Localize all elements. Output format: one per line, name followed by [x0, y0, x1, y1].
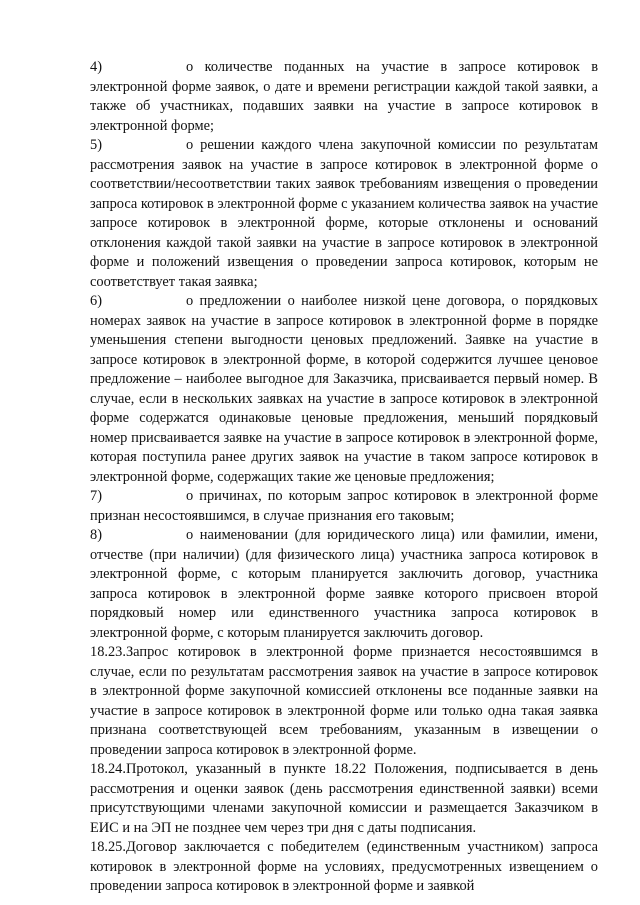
item-number: 4) — [90, 59, 102, 75]
list-item — [90, 526, 598, 643]
item-number: 8) — [90, 527, 102, 543]
item-number: 7) — [90, 488, 102, 504]
item-text: о предложении о наиболее низкой цене договора, о порядковых номерах заявок на участие в запросе котировок в электронной форме в порядке уменьшения степени выгодности ценовых предложений. Заявке на участие в запросе котировок в электронной форме, в которой содержится лучшее ценовое предложение – наиболее выгодное для Заказчика, присваивается первый номер. В случае, если в нескольких заявках на участие в запросе котировок в электронной форме содержатся одинаковые ценовые предложения, меньший порядковый номер присваивается заявке на участие в запросе котировок в электронной форме, которая поступила ранее других заявок на участие в таком запросе котировок в электронной форме, содержащих такие же ценовые предложения; — [90, 293, 598, 485]
item-text: о наименовании (для юридического лица) или фамилии, имени, отчестве (при наличии) (для физического лица) участника запроса котировок в электронной форме, с которым планируется заключить договор, участника запроса котировок в электронной форме заявке которого присвоен второй порядковый номер или единственного участника запроса котировок в электронной форме, с которым планируется заключить договор. — [90, 527, 598, 641]
item-number: 6) — [90, 293, 102, 309]
item-text: о решении каждого члена закупочной комиссии по результатам рассмотрения заявок на участие в запросе котировок в электронной форме о соответствии/несоответствии таких заявок требованиям извещения о проведении запроса котировок в электронной форме с указанием количества заявок на участие запросе котировок в электронной форме, которые отклонены и оснований отклонения каждой такой заявки на участие в запросе котировок в электронной форме и положений извещения о проведении запроса котировок, которым не соответствует такая заявка; — [90, 137, 598, 290]
list-item — [90, 487, 598, 526]
list-item — [90, 136, 598, 292]
clause-paragraph: 18.24.Протокол, указанный в пункте 18.22 Положения, подписывается в день рассмотрения и оценки заявок (день рассмотрения единственной заявки) всеми присутствующими членами закупочной комиссии и размещается Заказчиком в ЕИС и на ЭП не позднее чем через три дня с даты подписания. — [90, 761, 598, 836]
item-text: о причинах, по которым запрос котировок в электронной форме признан несостоявшимся, в случае признания его таковым; — [90, 488, 598, 524]
clause-paragraph: 18.25.Договор заключается с победителем (единственным участником) запроса котировок в электронной форме на условиях, предусмотренных извещением о проведении запроса котировок в электронной форме и заявкой — [90, 839, 598, 894]
item-number: 5) — [90, 137, 102, 153]
clause-paragraph: 18.23.Запрос котировок в электронной форме признается несостоявшимся в случае, если по результатам рассмотрения заявок на участие в запросе котировок в электронной форме закупочной комиссией отклонены все поданные заявки на участие в запросе котировок в электронной форме или только одна такая заявка признана соответствующей всем требованиям, указанным в извещении о проведении запроса котировок в электронной форме. — [90, 644, 598, 758]
list-item — [90, 292, 598, 487]
list-item — [90, 58, 598, 136]
item-text: о количестве поданных на участие в запросе котировок в электронной форме заявок, о дате и времени регистрации каждой такой заявки, а также об участниках, подавших заявки на участие в запросе котировок в электронной форме; — [90, 59, 598, 134]
document-page — [90, 58, 598, 897]
